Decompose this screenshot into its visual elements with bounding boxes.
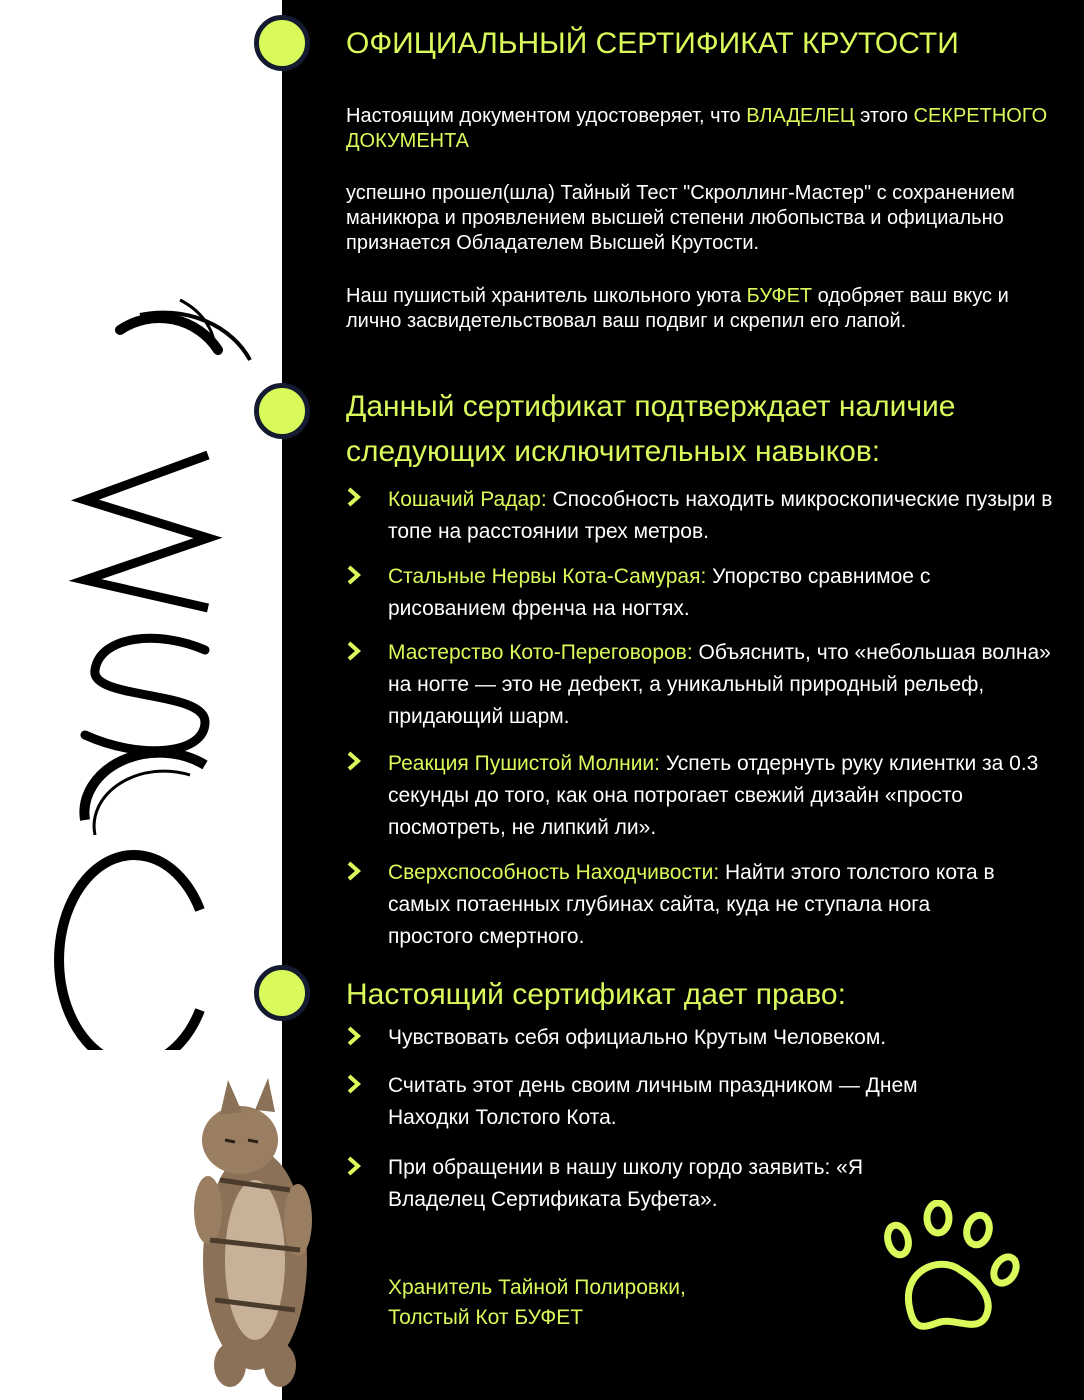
rights-item: При обращении в нашу школу гордо заявить: «Я Владелец Сертификата Буфета». xyxy=(388,1156,864,1211)
timeline-dot xyxy=(254,15,310,71)
paw-icon xyxy=(880,1200,1030,1340)
chevron-right-icon xyxy=(343,486,365,508)
cat-image xyxy=(180,1070,330,1390)
chevron-right-icon xyxy=(343,1025,365,1047)
certificate-title: ОФИЦИАЛЬНЫЙ СЕРТИФИКАТ КРУТОСТИ xyxy=(346,27,959,60)
timeline-dot xyxy=(254,965,310,1021)
skill-item: Мастерство Кото-Переговоров: Объяснить, что «небольшая волна» на ногте — это не дефект, а уникальный природный рельеф, придающий шарм. xyxy=(388,641,1051,728)
chevron-right-icon xyxy=(343,564,365,586)
signature-line-1: Хранитель Тайной Полировки, xyxy=(388,1276,686,1299)
timeline-dot xyxy=(254,383,310,439)
chevron-right-icon xyxy=(343,1073,365,1095)
skill-item: Кошачий Радар: Способность находить микроскопические пузыри в топе на расстоянии трех метров. xyxy=(388,488,1053,543)
logo xyxy=(40,290,260,1050)
intro-paragraph-1: Настоящим документом удостоверяет, что ВЛАДЕЛЕЦ этого СЕКРЕТНОГО ДОКУМЕНТА xyxy=(346,105,1048,152)
skill-item: Реакция Пушистой Молнии: Успеть отдернуть руку клиентки за 0.3 секунды до того, как она потрогает свежий дизайн «просто посмотреть, не липкий ли». xyxy=(388,752,1039,839)
chevron-right-icon xyxy=(343,640,365,662)
rights-item: Чувствовать себя официально Крутым Человеком. xyxy=(388,1026,887,1049)
skill-item: Стальные Нервы Кота-Самурая: Упорство сравнимое с рисованием френча на ногтях. xyxy=(388,565,931,620)
chevron-right-icon xyxy=(343,1155,365,1177)
rights-title: Настоящий сертификат дает право: xyxy=(346,978,846,1011)
chevron-right-icon xyxy=(343,750,365,772)
skill-item: Сверхспособность Находчивости: Найти этого толстого кота в самых потаенных глубинах сайта, куда не ступала нога простого смертного. xyxy=(388,861,995,948)
skills-title: Данный сертификат подтверждает наличие следующих исключительных навыков: xyxy=(346,390,956,468)
intro-paragraph-2: успешно прошел(шла) Тайный Тест "Скроллинг-Мастер" с сохранением маникюра и проявлением высшей степени любопыства и официально признается Обладателем Высшей Крутости. xyxy=(346,182,1015,254)
intro-paragraph-3: Наш пушистый хранитель школьного уюта БУФЕТ одобряет ваш вкус и лично засвидетельствовал ваш подвиг и скрепил его лапой. xyxy=(346,285,1009,332)
chevron-right-icon xyxy=(343,860,365,882)
signature-line-2: Толстый Кот БУФЕТ xyxy=(388,1306,584,1329)
rights-item: Считать этот день своим личным праздником — Днем Находки Толстого Кота. xyxy=(388,1074,918,1129)
